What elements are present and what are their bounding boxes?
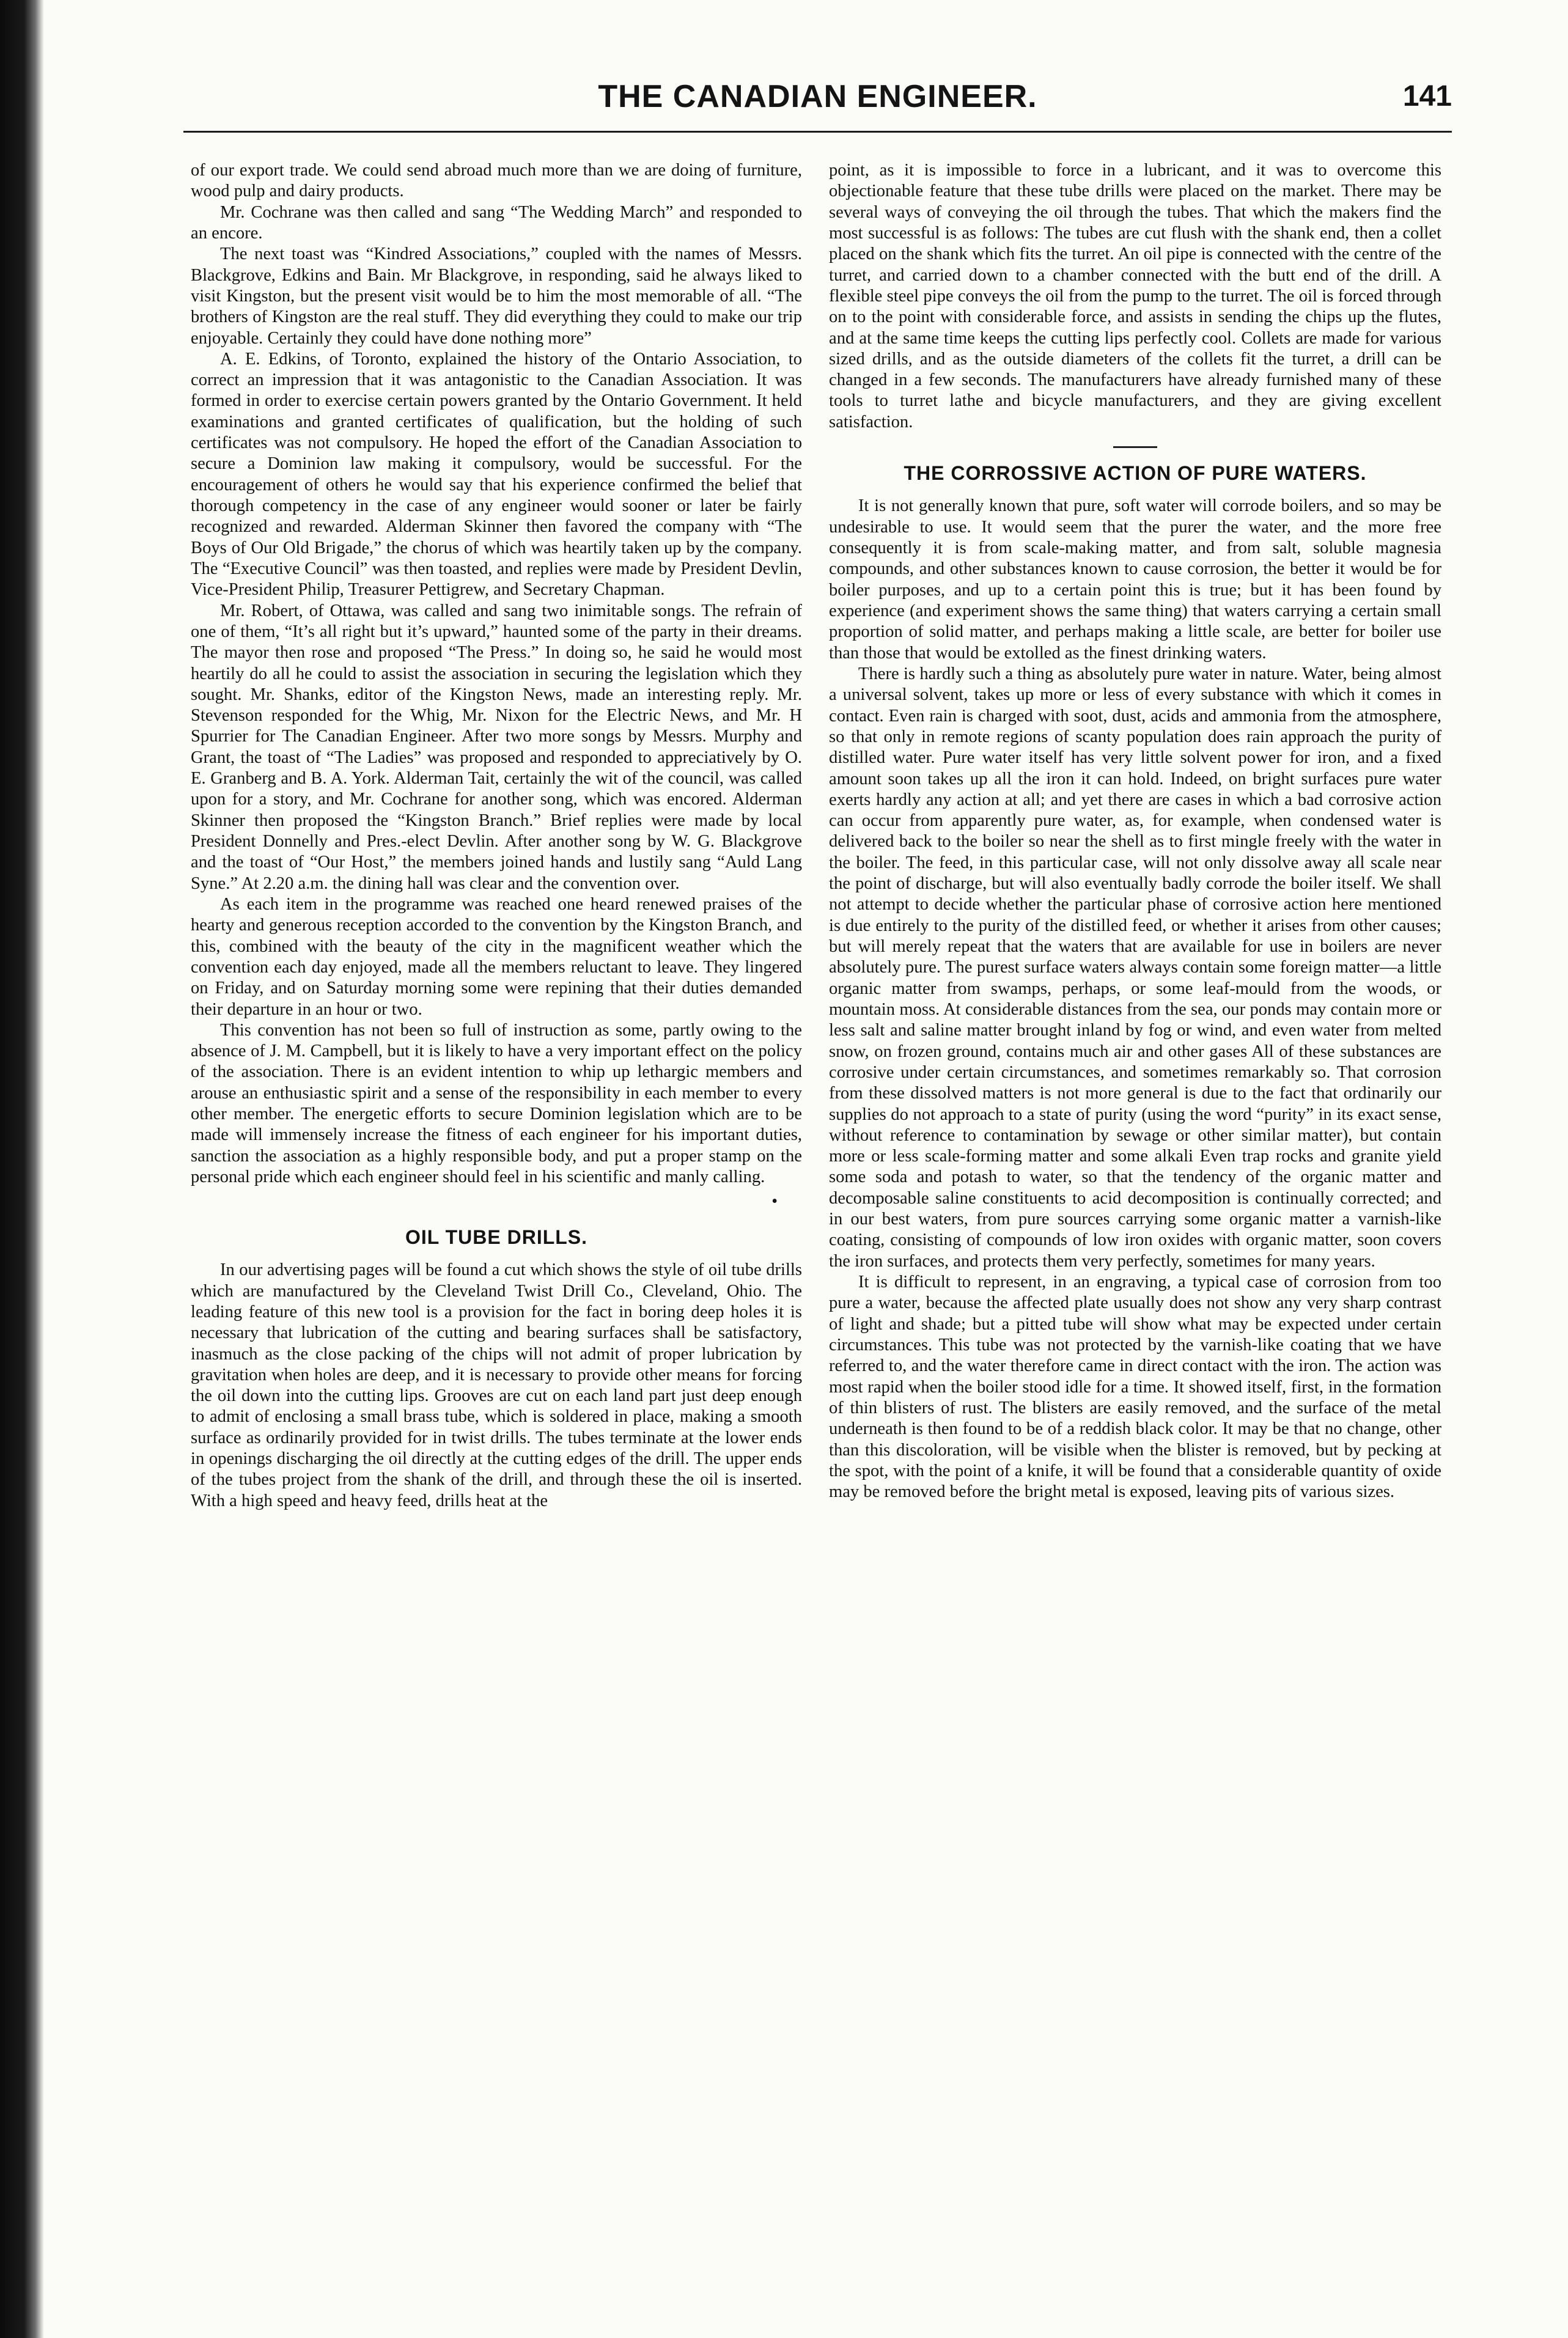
page-binding-edge (0, 0, 44, 2338)
paragraph: The next toast was “Kindred Associations,” coupled with the names of Messrs. Blackgrove, Edkins and Bain. Mr Blackgrove, in responding, said he always liked to visit Kingston, but the present visit would be to him the most memorable of all. “The brothers of Kingston are the real stuff. They did everything they could to make our trip enjoyable. Certainly they could have done nothing more” (191, 244, 802, 348)
paragraph: Mr. Robert, of Ottawa, was called and sang two inimitable songs. The refrain of one of them, “It’s all right but it’s upward,” haunted some of the party in their dreams. The mayor then rose and proposed “The Press.” In doing so, he said he would most heartily do all he could to assist the association in securing the legislation which they sought. Mr. Shanks, editor of the Kingston News, made an interesting reply. Mr. Stevenson responded for the Whig, Mr. Nixon for the Electric News, and Mr. H Spurrier for The Canadian Engineer. After two more songs by Messrs. Murphy and Grant, the toast of “The Ladies” was proposed and responded to appreciatively by O. E. Granberg and B. A. York. Alderman Tait, certainly the wit of the council, was called upon for a story, and Mr. Cochrane for another song, which was encored. Alderman Skinner then proposed the “Kingston Branch.” Brief replies were made by local President Donnelly and Pres.-elect Devlin. After another song by W. G. Blackgrove and the toast of “Our Host,” the members joined hands and lustily sang “Auld Lang Syne.” At 2.20 a.m. the dining hall was clear and the convention over. (191, 601, 802, 893)
end-mark: • (771, 1192, 778, 1211)
section-separator (1113, 446, 1157, 448)
page-header (183, 72, 1452, 152)
paragraph: Mr. Cochrane was then called and sang “The Wedding March” and responded to an encore. (191, 202, 802, 243)
left-column (191, 160, 802, 2171)
running-title: THE CANADIAN ENGINEER. (598, 79, 1037, 114)
paragraph: As each item in the programme was reached one heard renewed praises of the hearty and generous reception accorded to the convention by the Kingston Branch, and this, combined with the beauty of the city in the magnificent weather which the convention each day enjoyed, made all the members reluctant to leave. They lingered on Friday, and on Saturday morning some were repining that their duties demanded their departure in an hour or two. (191, 894, 802, 1019)
paragraph: It is not generally known that pure, soft water will corrode boilers, and so may be undesirable to use. It would seem that the purer the water, and the more free consequently it is from scale-making matter, and from salt, soluble magnesia compounds, and other substances known to cause corrosion, the better it would be for boiler purposes, and up to a certain point this is true; but it has been found by experience (and experiment shows the same thing) that waters carrying a certain small proportion of solid matter, and perhaps making a little scale, are better for boiler use than those that would be extolled as the finest drinking waters. (829, 496, 1441, 663)
paragraph: In our advertising pages will be found a cut which shows the style of oil tube drills which are manufactured by the Cleveland Twist Drill Co., Cleveland, Ohio. The leading feature of this new tool is a provision for the fact in boring deep holes it is necessary that lubrication of the cutting and bearing surfaces shall be satisfactory, inasmuch as the close packing of the chips will not admit of proper lubrication by gravitation when holes are deep, and it is necessary to provide other means for forcing the oil down into the cutting lips. Grooves are cut on each land part just deep enough to admit of enclosing a small brass tube, which is soldered in place, making a smooth surface as ordinarily provided for in twist drills. The tubes terminate at the lower ends in openings discharging the oil directly at the cutting edges of the drill. The upper ends of the tubes project from the shank of the drill, and through these the oil is inserted. With a high speed and heavy feed, drills heat at the (191, 1260, 802, 1510)
paragraph: A. E. Edkins, of Toronto, explained the history of the Ontario Association, to correct an impression that it was antagonistic to the Canadian Association. It was formed in order to exercise certain powers granted by the Ontario Government. It held examinations and granted certificates of qualification, but the holding of such certificates was not compulsory. He hoped the effort of the Canadian Association to secure a Dominion law making it compulsory, would be successful. For the encouragement of others he would say that his experience confirmed the belief that thorough competency in the case of any engineer would sooner or later be fairly recognized and rewarded. Alderman Skinner then favored the company with “The Boys of Our Old Brigade,” the chorus of which was heartily taken up by the company. The “Executive Council” was then toasted, and replies were made by President Devlin, Vice-President Philip, Treasurer Pettigrew, and Secretary Chapman. (191, 349, 802, 600)
paragraph: It is difficult to represent, in an engraving, a typical case of corrosion from too pure a water, because the affected plate usually does not show any very sharp contrast of light and shade; but a pitted tube will show what may be expected under certain circumstances. This tube was not protected by the varnish-like coating that we have referred to, and the water therefore came in direct contact with the iron. The action was most rapid when the boiler stood idle for a time. It showed itself, first, in the formation of thin blisters of rust. The blisters are easily removed, and the surface of the metal underneath is then found to be of a reddish black color. It may be that no change, other than this discoloration, will be visible when the blister is removed, but by pecking at the spot, with the point of a knife, it will be found that a considerable quantity of oxide may be removed before the bright metal is exposed, leaving pits of various sizes. (829, 1273, 1441, 1502)
header-rule (183, 131, 1452, 133)
right-column (829, 160, 1441, 2171)
section-heading-corrosive-action: THE CORROSSIVE ACTION OF PURE WATERS. (904, 462, 1367, 485)
page-number: 141 (1402, 80, 1452, 112)
paragraph: There is hardly such a thing as absolutely pure water in nature. Water, being almost a universal solvent, takes up more or less of every substance with which it comes in contact. Even rain is charged with soot, dust, acids and ammonia from the atmosphere, so that only in remote regions of scanty population does rain approach the purity of distilled water. Pure water itself has very little solvent power for iron, and a fixed amount soon takes up all the iron it can hold. Indeed, on bright surfaces pure water exerts hardly any action at all; and yet there are cases in which a bad corrosive action can occur from apparently pure water, as, for example, when condensed water is delivered back to the boiler so near the shell as to first mingle freely with the water in the boiler. The feed, in this particular case, will not only dissolve away all scale near the point of discharge, but will also eventually badly corrode the boiler itself. We shall not attempt to decide whether the particular phase of corrosive action here mentioned is due entirely to the purity of the distilled feed, or whether it arises from other causes; but will merely repeat that the waters that are available for use in boilers are never absolutely pure. The purest surface waters always contain some foreign matter—a little organic matter from swamps, perhaps, or some leaf-mould from the woods, or mountain moss. At considerable distances from the sea, our ponds may contain more or less salt and saline matter brought inland by fog or wind, and even water from melted snow, on frozen ground, contains much air and other gases All of these substances are corrosive under certain circumstances, and sometimes remarkably so. That corrosion from these dissolved matters is not more general is due to the fact that ordinarily our supplies do not approach to a state of purity (using the word “purity” in its exact sense, without reference to contamination by sewage or other similar matter), but contain more or less scale-forming matter and some alkali Even trap rocks and granite yield some soda and potash to water, so that the tendency of the organic matter and decomposable saline constituents to acid decomposition is continually corrected; and in our best waters, from pure sources carrying some organic matter a varnish-like coating, consisting of compounds of low iron oxides with organic matter, soon covers the iron surfaces, and protects them very perfectly, sometimes for many years. (829, 664, 1441, 1271)
paragraph: point, as it is impossible to force in a lubricant, and it was to overcome this objectionable feature that these tube drills were placed on the market. There may be several ways of conveying the oil through the tubes. That which the makers find the most successful is as follows: The tubes are cut flush with the shank end, then a collet placed on the shank which fits the turret. An oil pipe is connected with the centre of the turret, and carried down to a chamber connected with the butt end of the drill. A flexible steel pipe conveys the oil from the pump to the turret. The oil is forced through on to the point with considerable force, and assists in sending the chips up the flutes, and at the same time keeps the cutting lips perfectly cool. Collets are made for various sized drills, and as the outside diameters of the collets fit the turret, a drill can be changed in a few seconds. The manufacturers have already furnished many of these tools to turret lathe and bicycle manufacturers, and they are giving excellent satisfaction. (829, 161, 1441, 432)
paragraph: of our export trade. We could send abroad much more than we are doing of furniture, wood pulp and dairy products. (191, 161, 802, 201)
paragraph: This convention has not been so full of instruction as some, partly owing to the absence of J. M. Campbell, but it is likely to have a very important effect on the policy of the association. There is an evident intention to whip up lethargic members and arouse an enthusiastic spirit and a sense of the responsibility in each member to every other member. The energetic efforts to secure Dominion legislation which are to be made will immensely increase the fitness of each engineer for his important duties, sanction the association as a highly responsible body, and put a proper stamp on the personal pride which each engineer should feel in his scientific and manly calling. (191, 1020, 802, 1186)
section-heading-oil-tube-drills: OIL TUBE DRILLS. (405, 1226, 588, 1248)
